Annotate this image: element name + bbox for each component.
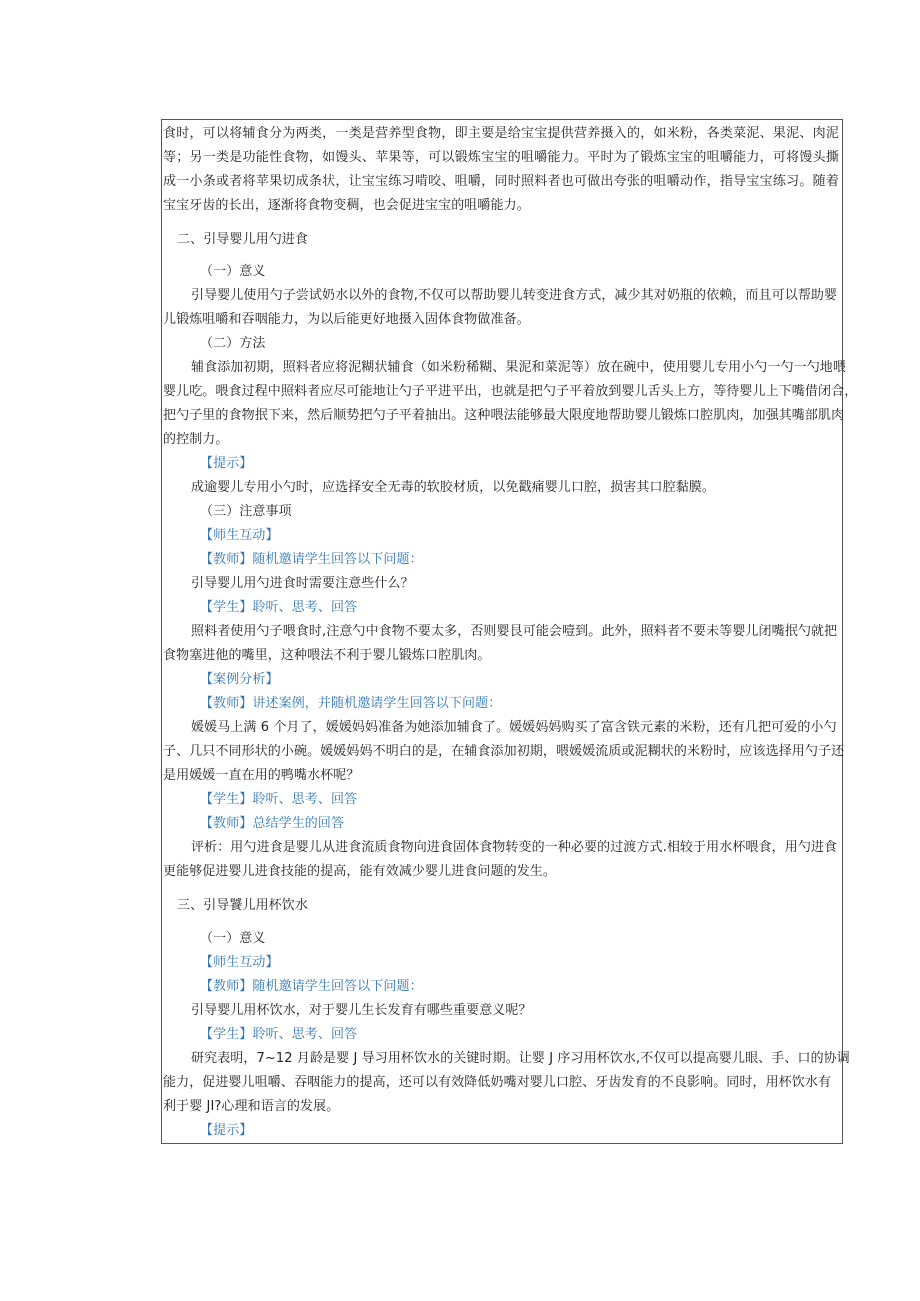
- text-line: 评析：用勺进食是婴儿从进食流质食物向进食固体食物转变的一种必要的过渡方式.相较于用水杯喂食，用勺进食: [191, 840, 838, 855]
- section-tag: 【提示】: [200, 1123, 253, 1138]
- text-line: 儿锻炼咀嚼和吞咽能力，为以后能更好地摄入固体食物做准备。: [163, 312, 530, 327]
- section-tag: 【师生互动】: [200, 955, 279, 970]
- text-line: 的控制力。: [163, 432, 229, 447]
- text-line: 照料者使用勺子喂食时,注意勺中食物不要太多，否则婴艮可能会噎到。此外，照料者不要未等婴儿闭嘴抿勺就把: [191, 624, 838, 639]
- text-line: 三、引导饕儿用杯饮水: [177, 898, 309, 913]
- text-line: 二、引导婴儿用勺进食: [177, 232, 309, 247]
- text-line: 把勺子里的食物抿下来，然后顺势把勺子平着抽出。这种喂法能够最大限度地帮助婴儿锻炼口腔肌肉，加强其嘴部肌肉: [163, 408, 845, 423]
- text-line: 引导婴儿用杯饮水，对于婴儿生长发育有哪些重要意义呢？: [191, 1003, 532, 1018]
- text-line: 食物塞进他的嘴里，这种喂法不利于婴儿锻炼口腔肌肉。: [163, 648, 491, 663]
- section-tag: 【案例分析】: [200, 672, 279, 687]
- text-line: 成逾婴儿专用小勺时，应选择安全无毒的软胶材质，以免戳痛婴儿口腔，损害其口腔黏膜。: [191, 480, 716, 495]
- text-line: （一）意义: [200, 264, 266, 279]
- text-line: 媛媛马上满 6 个月了，媛媛妈妈准备为她添加辅食了。媛媛妈妈购买了富含铁元素的米粉，还有几把可爱的小勺: [191, 720, 837, 735]
- section-tag: 【教师】总结学生的回答: [200, 816, 345, 831]
- text-line: （二）方法: [200, 336, 266, 351]
- text-line: 婴儿吃。喂食过程中照料者应尽可能地让勺子平进平出，也就是把勺子平着放到婴儿舌头上方，等待婴儿上下嘴借闭合，: [163, 384, 858, 399]
- text-line: 是用媛媛一直在用的鸭嘴水杯呢？: [163, 768, 360, 783]
- section-tag: 【学生】聆听、思考、回答: [200, 1027, 358, 1042]
- section-tag: 【学生】聆听、思考、回答: [200, 792, 358, 807]
- text-line: 子、几只不同形状的小碗。媛媛妈妈不明白的是，在辅食添加初期，喂媛媛流质或泥糊状的米粉时，应该选择用勺子还: [163, 744, 845, 759]
- text-line: （三）注意事项: [200, 504, 292, 519]
- section-tag: 【教师】讲述案例，并随机邀请学生回答以下问题：: [200, 696, 502, 711]
- text-line: 等；另一类是功能性食物，如馒头、苹果等，可以锻炼宝宝的咀嚼能力。平时为了锻炼宝宝的咀嚼能力，可将馒头撕: [163, 150, 839, 165]
- text-line: 辅食添加初期，照料者应将泥糊状辅食（如米粉稀糊、果泥和菜泥等）放在碗中，使用婴儿专用小勺一勺一勺地喂: [191, 360, 847, 375]
- text-line: 食时，可以将辅食分为两类，一类是营养型食物，即主要是给宝宝提供营养摄入的，如米粉，各类菜泥、果泥、肉泥: [163, 126, 839, 141]
- text-line: 能力，促进婴儿咀嚼、吞咽能力的提高，还可以有效降低奶嘴对婴儿口腔、牙齿发育的不良影响。同时，用杯饮水有: [163, 1075, 832, 1090]
- text-line: （一）意义: [200, 931, 266, 946]
- text-line: 引导婴儿用勺进食时需要注意些什么？: [191, 576, 414, 591]
- section-tag: 【学生】聆听、思考、回答: [200, 600, 358, 615]
- text-line: 利于婴 JI?心理和语言的发展。: [163, 1099, 340, 1114]
- text-line: 更能够促进婴儿进食技能的提高，能有效减少婴儿进食问题的发生。: [163, 864, 557, 879]
- section-tag: 【提示】: [200, 456, 253, 471]
- section-tag: 【教师】随机邀请学生回答以下问题：: [200, 979, 423, 994]
- text-line: 引导婴儿使用勺子尝试奶水以外的食物,不仅可以帮助婴儿转变进食方式，减少其对奶瓶的依赖，而且可以帮助婴: [191, 288, 838, 303]
- section-tag: 【教师】随机邀请学生回答以下问题：: [200, 552, 423, 567]
- text-line: 成一小条或者将苹果切成条状，让宝宝练习啃咬、咀嚼，同时照料者也可做出夸张的咀嚼动作，指导宝宝练习。随着: [163, 174, 839, 189]
- text-line: 宝宝牙齿的长出，逐渐将食物变稠，也会促进宝宝的咀嚼能力。: [163, 198, 530, 213]
- text-line: 研究表明，7~12 月龄是婴 J 导习用杯饮水的关键时期。让婴 J 序习用杯饮水,不仅可以提高婴儿眼、手、口的协调: [191, 1051, 850, 1066]
- section-tag: 【师生互动】: [200, 528, 279, 543]
